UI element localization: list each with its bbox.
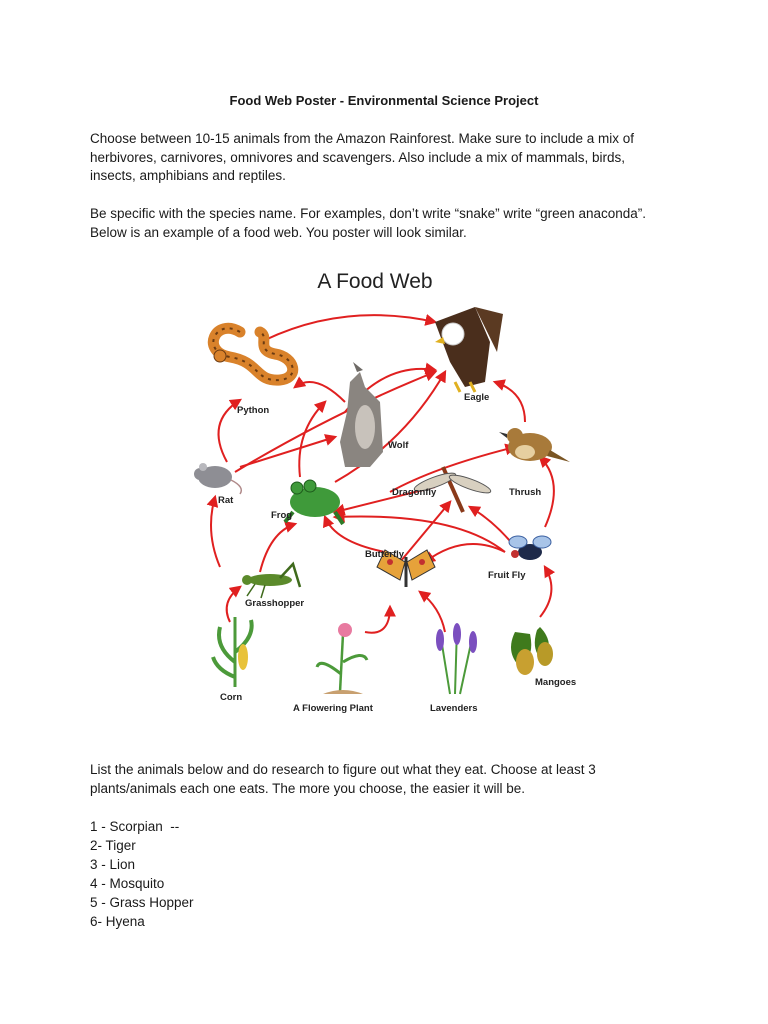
arrow-grasshopper-rat	[211, 497, 220, 567]
eagle-icon	[435, 307, 503, 392]
arrow-thrush-eagle	[495, 382, 525, 422]
rat-icon	[194, 463, 241, 494]
corn-icon	[213, 617, 252, 687]
list-item: 4 - Mosquito	[90, 876, 165, 891]
arrow-wolf-python	[295, 382, 345, 402]
arrow-fruitfly-frog	[335, 516, 505, 552]
arrow-rat-eagle	[235, 372, 435, 472]
food-web-title: A Food Web	[317, 270, 433, 293]
arrow-frog-python	[299, 402, 325, 477]
list-item: 3 - Lion	[90, 857, 136, 872]
arrow-corn-grasshopper	[227, 587, 240, 622]
label-corn: Corn	[220, 692, 243, 703]
label-thrush: Thrush	[509, 487, 542, 498]
label-fruit-fly: Fruit Fly	[488, 570, 526, 581]
label-frog: Frog	[271, 510, 293, 521]
list-item: 2- Tiger	[90, 838, 136, 853]
label-python: Python	[237, 405, 270, 416]
thrush-icon	[499, 428, 570, 462]
text-line: Be specific with the species name. For examples, don’t write “snake” write “green anaconda”.	[90, 206, 647, 221]
arrow-mangoes-fruitfly	[540, 567, 551, 617]
label-mangoes: Mangoes	[535, 677, 577, 688]
text-line: plants/animals each one eats. The more you choose, the easier it will be.	[90, 780, 525, 796]
text-line: herbivores, carnivores, omnivores and scavengers. Also include a mix of mammals, birds,	[90, 149, 625, 165]
label-eagle: Eagle	[464, 392, 490, 403]
text-line: List the animals below and do research to figure out what they eat. Choose at least 3	[90, 762, 596, 777]
flowering-plant-icon	[317, 623, 367, 694]
lavender-icon	[436, 623, 477, 694]
text-line: Below is an example of a food web. You poster will look similar.	[90, 224, 467, 240]
mangoes-icon	[511, 627, 553, 675]
label-butterfly: Butterfly	[365, 549, 405, 560]
list-item: 5 - Grass Hopper	[90, 895, 194, 910]
arrow-python-eagle	[265, 315, 435, 340]
wolf-icon	[340, 362, 383, 467]
text-line: Choose between 10-15 animals from the Amazon Rainforest. Make sure to include a mix of	[90, 131, 635, 146]
arrow-lavender-butterfly	[420, 592, 445, 632]
label-grasshopper: Grasshopper	[245, 598, 305, 609]
label-rat: Rat	[218, 495, 234, 506]
arrow-fruitfly-thrush	[540, 457, 554, 527]
arrow-grasshopper-frog	[260, 524, 295, 572]
arrow-butterfly-frog	[325, 517, 385, 552]
arrow-fruitfly-butterfly	[425, 544, 505, 562]
grasshopper-icon	[242, 564, 300, 598]
page-title: Food Web Poster - Environmental Science Project	[229, 93, 539, 108]
list-item: 6- Hyena	[90, 914, 145, 929]
list-item: 1 - Scorpian --	[90, 819, 180, 834]
arrow-fruitfly-dragonfly	[470, 507, 515, 547]
frog-icon	[285, 480, 343, 524]
label-wolf: Wolf	[388, 440, 409, 451]
fruitfly-icon	[509, 536, 551, 560]
text-line: insects, amphibians and reptiles.	[90, 168, 286, 183]
arrow-flower-butterfly	[365, 607, 390, 633]
instructions-paragraph	[90, 205, 690, 242]
food-web-figure	[185, 262, 595, 722]
animal-list	[90, 817, 194, 931]
label-lavenders: Lavenders	[430, 703, 478, 714]
label-flowering-plant: A Flowering Plant	[293, 703, 373, 714]
intro-paragraph	[90, 130, 690, 186]
research-paragraph	[90, 761, 690, 798]
python-icon	[213, 328, 292, 380]
label-dragonfly: Dragonfly	[392, 487, 437, 498]
